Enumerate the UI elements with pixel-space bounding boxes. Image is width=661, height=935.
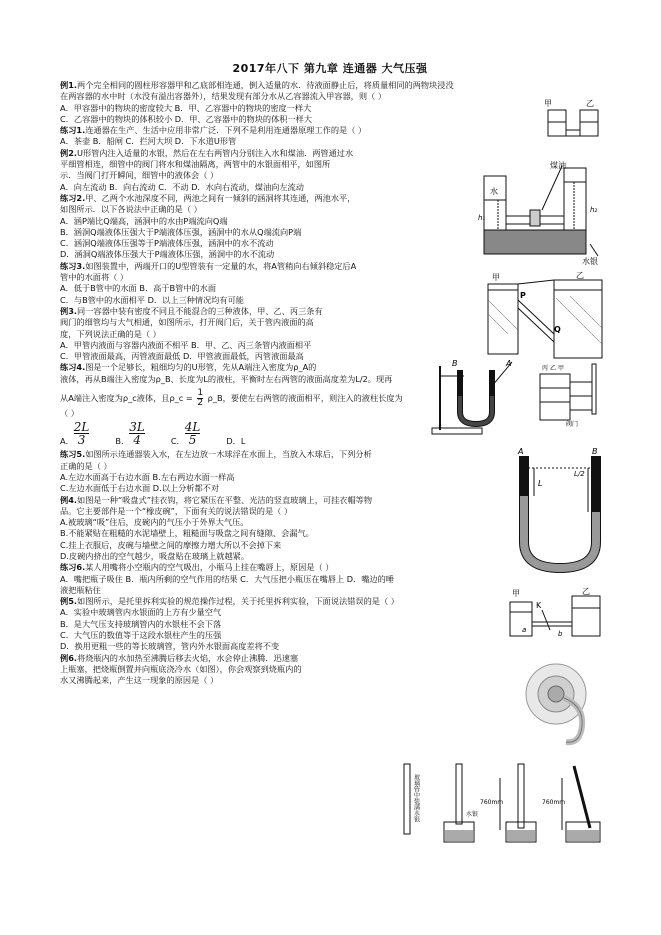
- question-number: 例4.: [60, 494, 77, 505]
- option-b: B．$\frac{3L}{4}$: [115, 420, 145, 448]
- line-text: C．甲管液面最高，丙管液面最低 D．甲管液面最低，丙管液面最高: [60, 351, 304, 362]
- svg-text:B: B: [452, 359, 458, 368]
- svg-text:水: 水: [490, 187, 498, 196]
- svg-text:Q: Q: [554, 325, 561, 334]
- line-text: A．茶壶 B．船闸 C．拦河大坝 D．下水道U形管: [60, 136, 237, 147]
- text-line: [60, 91, 600, 102]
- question-number: 例6.: [60, 652, 77, 663]
- svg-text:甲: 甲: [492, 273, 500, 282]
- question-number: 练习4.: [60, 362, 86, 373]
- line-text: C.左边水面低于右边水面 D.以上分析都不对: [60, 483, 220, 494]
- svg-text:甲: 甲: [512, 589, 520, 598]
- line-text: 如图装置中，两端开口的U型管装有一定量的水，将A管稍向右倾斜稳定后A: [85, 260, 357, 271]
- line-text: 同一容器中装有密度不同且不能混合的三种液体，甲、乙、丙三条有: [77, 305, 323, 316]
- question-number: 练习1.: [60, 125, 86, 136]
- svg-text:乙: 乙: [582, 587, 590, 596]
- option-a: A．$\frac{2L}{3}$: [60, 420, 90, 448]
- text-line: [60, 664, 600, 675]
- line-text: B.不能紧贴在粗糙的水泥墙壁上，粗糙面与吸盘之间有缝隙、会漏气。: [60, 528, 314, 539]
- line-text: U形管内注入适量的水银，然后在左右两管内分别注入水和煤油．两管通过水: [77, 147, 354, 158]
- line-text: 上瓶塞，把烧瓶倒置并向瓶底浇冷水（如图），你会观察到烧瓶内的: [60, 663, 302, 674]
- line-text: B．涵洞Q端液体压强大于P端液体压强，涵洞中的水从Q端流向P端: [60, 226, 302, 237]
- text-line: [60, 641, 600, 652]
- line-text: 液把瓶粘住: [60, 584, 101, 595]
- question-number: 练习5.: [60, 449, 86, 460]
- line-text: 甲、乙两个水池深度不同，两池之间有一倾斜的涵洞将其连通，两池水平，: [85, 192, 356, 203]
- line-text: 如图所示．以下各说法中正确的是（ ）: [60, 204, 202, 215]
- line-text: 水又沸腾起来，产生这一现象的原因是（ ）: [60, 675, 219, 686]
- line-text: 两个完全相同的圆柱形容器甲和乙底部相连通，倒入适量的水．待液面静止后，将质量相同的两物块浸没: [77, 80, 454, 90]
- line-text: C．与B管中的水面相平 D．以上三种情况均有可能: [60, 294, 244, 305]
- text-line: [60, 103, 600, 114]
- line-text: D．换用更粗一些的等长玻璃管，管内外水银面高度差将不变: [60, 641, 280, 652]
- svg-text:B: B: [592, 447, 598, 456]
- text-line: [60, 653, 600, 664]
- line-text: 品。它主要部件是一个“橡皮碗”，下面有关的说法错误的是（ ）: [60, 505, 293, 516]
- text-line: [60, 675, 600, 686]
- line-text: 度，下列说法正确的是（ ）: [60, 328, 161, 339]
- figure-u-tube-stand: [430, 356, 520, 436]
- line-text: A．嘴把瓶子吸住 B．瓶内所剩的空气作用的结果 C．大气压把小瓶压在嘴唇上 D．嘴边的唾: [60, 573, 394, 584]
- svg-text:A: A: [518, 447, 524, 456]
- text-line: [60, 80, 600, 91]
- line-text: 液体，再从B端注入密度为ρ_B、长度为L的液柱，平衡时左右两管的液面高度差为L/2。现再: [60, 373, 393, 384]
- svg-text:760mm: 760mm: [542, 799, 566, 806]
- svg-text:L/2: L/2: [574, 470, 585, 478]
- line-text: D.皮碗内挤出的空气越少，吸盘贴在玻璃上就越紧。: [60, 550, 250, 561]
- figure-two-pools-culvert: [484, 270, 608, 362]
- line-text: A．低于B管中的水面 B．高于B管中的水面: [60, 283, 217, 294]
- option-c: C．$\frac{4L}{5}$: [170, 420, 201, 448]
- svg-text:760mm: 760mm: [480, 799, 504, 806]
- figure-vessels-valve: [506, 586, 606, 642]
- option-d: D．L: [226, 436, 246, 447]
- figure-u-tube-oil-water: [478, 160, 608, 268]
- ex4-continuation: 从A端注入密度为ρ_c液体，且ρ_c = $\frac{1}{2}$ ρ_B，要使左右两管的液面相平，则注入的液柱长度为: [60, 388, 403, 409]
- svg-text:b: b: [558, 630, 563, 638]
- line-text: A．涵P端比Q端高，涵洞中的水由P端流向Q端: [60, 215, 228, 226]
- text-line: [60, 148, 600, 159]
- svg-text:水银: 水银: [582, 257, 598, 266]
- line-text: A．甲容器中的物块的密度较大 B．甲、乙容器中的物块的密度一样大: [60, 102, 312, 113]
- line-text: D．涵洞Q端液体压强大于P端液体压强，涵洞中的水不流动: [60, 249, 275, 260]
- svg-text:玻璃管中装满水银: 玻璃管中装满水银: [412, 774, 420, 822]
- line-text: 示．当阀门打开瞬间，细管中的液体会（ ）: [60, 170, 219, 181]
- svg-text:乙: 乙: [576, 271, 584, 280]
- fraction-one-half: $\frac{1}{2}$: [197, 388, 204, 409]
- line-text: 图是一个足够长，粗细均匀的U形管，先从A端注入密度为ρ_A的: [85, 362, 317, 373]
- line-text: C．大气压的数值等于这段水银柱产生的压强: [60, 630, 222, 641]
- question-number: 例2.: [60, 147, 77, 158]
- svg-text:a: a: [522, 626, 527, 634]
- question-number: 例1.: [60, 80, 77, 90]
- text-line: [60, 136, 600, 147]
- figure-suction-hook: [520, 656, 612, 750]
- line-text: A.被玻璃“吸”住后，皮碗内的气压小于外界大气压。: [60, 517, 249, 528]
- figure-long-u-tube: [508, 446, 612, 576]
- line-text: 将烧瓶内的水加热至沸腾后移去火焰，水会停止沸腾．迅速塞: [77, 652, 299, 663]
- label-jia: 甲: [544, 99, 552, 108]
- question-number: 练习3.: [60, 260, 86, 271]
- svg-text:A: A: [506, 359, 512, 368]
- label-yi: 乙: [586, 99, 594, 108]
- figure-three-tubes: [536, 360, 608, 428]
- line-text: 在两容器的水中时（水没有溢出容器外），结果发现有部分水从乙容器流入甲容器，则（ ）: [60, 91, 387, 102]
- line-text: A．向左流动 B．向右流动 C．不动 D．水向右流动，煤油向左流动: [60, 181, 304, 192]
- svg-text:h₁: h₁: [478, 214, 486, 222]
- line-text: 平细管相连，细管中的阀门将水和煤油隔离，两管中的水银面相平，如图所: [60, 159, 331, 170]
- text-line: [60, 114, 600, 125]
- svg-text:L: L: [538, 479, 543, 488]
- svg-text:煤油: 煤油: [550, 161, 566, 170]
- line-text: 如图所示连通器装入水，在左边放一木球浮在水面上，当放入木球后，下列分析: [85, 449, 372, 460]
- svg-text:甲: 甲: [558, 365, 565, 372]
- line-text: 阀门的细管均与大气相通，如图所示，打开阀门后，关于管内液面的高: [60, 317, 314, 328]
- line-text: A．甲管内液面与容器内液面不相平 B．甲、乙、丙三条管内液面相平: [60, 339, 312, 350]
- line-text: 连通器在生产、生活中应用非常广泛．下列不是利用连通器原理工作的是（ ）: [85, 125, 367, 136]
- line-text: C．涵洞Q端液体压强等于P端液体压强，涵洞中的水不流动: [60, 238, 274, 249]
- svg-text:h₂: h₂: [590, 206, 598, 214]
- svg-text:乙: 乙: [550, 365, 557, 372]
- svg-text:丙: 丙: [542, 365, 549, 372]
- line-text: 如图所示，是托里拆利实验的规范操作过程，关于托里拆利实验，下面说法错误的是（ ）: [77, 596, 399, 607]
- question-number: 练习2.: [60, 192, 86, 203]
- line-text: B．是大气压支持玻璃管内的水银柱不会下落: [60, 618, 222, 629]
- line-text: C．乙容器中的物块的体积较小 D．甲、乙容器中的物块的体积一样大: [60, 113, 313, 124]
- figure-torricelli: [396, 760, 612, 852]
- line-text: 管中的水面将（ ）: [60, 272, 129, 283]
- svg-text:P: P: [520, 291, 526, 300]
- svg-text:水银: 水银: [466, 811, 479, 818]
- line-text: C.挂上衣服后，皮碗与墙壁之间的摩擦力增大所以不会掉下来: [60, 539, 282, 550]
- page-title: 2017年八下 第九章 连通器 大气压强: [232, 62, 428, 75]
- svg-text:阀门: 阀门: [566, 421, 579, 428]
- line-text: A.左边水面高于右边水面 B.左右两边水面一样高: [60, 471, 235, 482]
- ex4-paren: （ ）: [60, 408, 79, 419]
- line-text: 某人用嘴将小空瓶内的空气吸出，小瓶马上挂在嘴唇上，原因是（ ）: [85, 562, 334, 573]
- line-text: A．实验中玻璃管内水银面的上方有少量空气: [60, 607, 222, 618]
- line-text: 如图是一种“吸盘式”挂衣钩，将它紧压在平整、光洁的竖直玻璃上，可挂衣帽等物: [77, 494, 373, 505]
- question-number: 例5.: [60, 596, 77, 607]
- text-line: [60, 125, 600, 136]
- question-number: 例3.: [60, 305, 77, 316]
- figure-connected-containers: [538, 96, 608, 140]
- question-number: 练习6.: [60, 562, 86, 573]
- line-text: 正确的是（ ）: [60, 460, 112, 471]
- svg-text:K: K: [536, 601, 542, 610]
